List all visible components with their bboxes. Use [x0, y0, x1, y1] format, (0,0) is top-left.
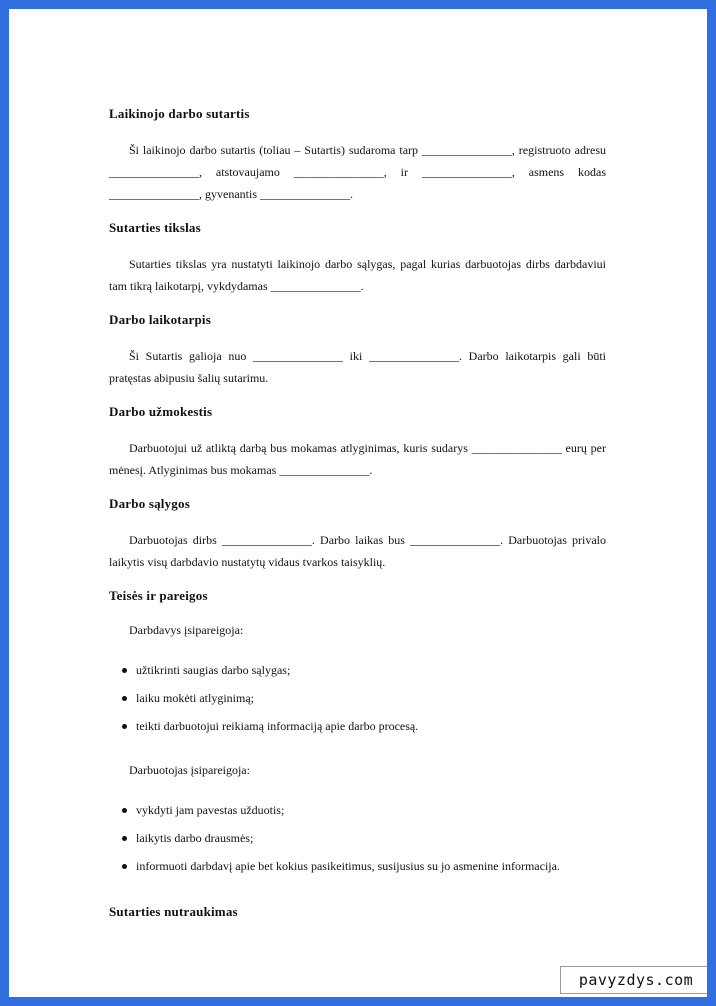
- watermark-badge: pavyzdys.com: [560, 966, 707, 994]
- bullet-icon: [122, 668, 127, 673]
- employee-duties-list: [109, 801, 606, 875]
- list-item: [109, 689, 606, 707]
- paragraph-conditions: Darbuotojas dirbs _______________. Darbo laikas bus _______________. Darbuotojas privalo laikytis visų darbdavio nustatytų vidaus tvarkos taisyklių.: [109, 533, 606, 569]
- list-item-text: laiku mokėti atlyginimą;: [136, 691, 254, 705]
- document-page: [9, 9, 707, 997]
- list-item-text: užtikrinti saugias darbo sąlygas;: [136, 663, 291, 677]
- list-item: [109, 801, 606, 819]
- heading-darbo-salygos: Darbo sąlygos: [109, 496, 190, 511]
- bullet-icon: [122, 724, 127, 729]
- bullet-icon: [122, 808, 127, 813]
- employer-duties-list: [109, 661, 606, 735]
- heading-laikinojo-darbo-sutartis: Laikinojo darbo sutartis: [109, 106, 250, 121]
- heading-darbo-laikotarpis: Darbo laikotarpis: [109, 312, 211, 327]
- list-item-text: laikytis darbo drausmės;: [136, 831, 254, 845]
- document-content: [109, 105, 606, 921]
- bullet-icon: [122, 864, 127, 869]
- employee-duties-intro: Darbuotojas įsipareigoja:: [129, 763, 250, 777]
- bullet-icon: [122, 696, 127, 701]
- employer-duties-intro: Darbdavys įsipareigoja:: [129, 623, 244, 637]
- list-item: [109, 829, 606, 847]
- list-item-text: vykdyti jam pavestas užduotis;: [136, 803, 285, 817]
- heading-sutarties-tikslas: Sutarties tikslas: [109, 220, 201, 235]
- list-item-text: informuoti darbdavį apie bet kokius pasikeitimus, susijusius su jo asmenine informacija.: [136, 859, 560, 873]
- paragraph-parties: Ši laikinojo darbo sutartis (toliau – Sutartis) sudaroma tarp _______________, registruoto adresu _______________, atstovaujamo _______________, ir _______________, asmens kodas _______________, gyvenantis _______________.: [109, 143, 606, 201]
- bullet-icon: [122, 836, 127, 841]
- list-item: [109, 857, 606, 875]
- list-item-text: teikti darbuotojui reikiamą informaciją apie darbo procesą.: [136, 719, 419, 733]
- heading-teises-ir-pareigos: Teisės ir pareigos: [109, 588, 208, 603]
- paragraph-purpose: Sutarties tikslas yra nustatyti laikinojo darbo sąlygas, pagal kurias darbuotojas dirbs darbdaviui tam tikrą laikotarpį, vykdydamas _______________.: [109, 257, 606, 293]
- list-item: [109, 717, 606, 735]
- paragraph-period: Ši Sutartis galioja nuo _______________ iki _______________. Darbo laikotarpis gali būti pratęstas abipusiu šalių sutarimu.: [109, 349, 606, 385]
- heading-darbo-uzmokestis: Darbo užmokestis: [109, 404, 213, 419]
- paragraph-salary: Darbuotojui už atliktą darbą bus mokamas atlyginimas, kuris sudarys _______________ eurų per mėnesį. Atlyginimas bus mokamas _______________.: [109, 441, 606, 477]
- list-item: [109, 661, 606, 679]
- heading-sutarties-nutraukimas: Sutarties nutraukimas: [109, 904, 238, 919]
